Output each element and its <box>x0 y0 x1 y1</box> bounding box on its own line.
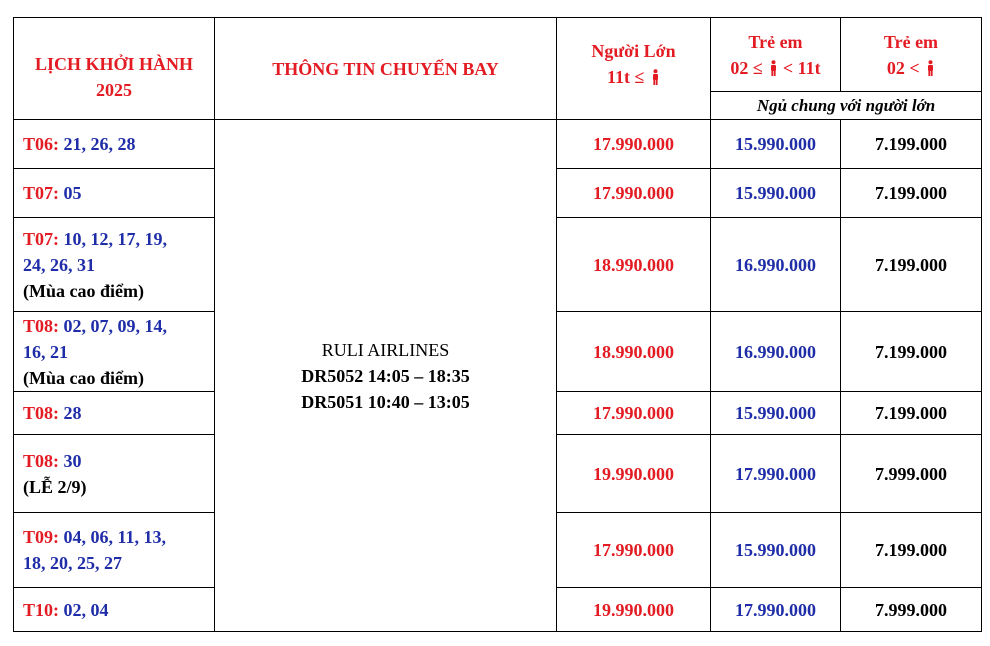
month-label: T09: <box>23 527 59 547</box>
header-year: 2025 <box>96 79 132 100</box>
adult-price: 17.990.000 <box>557 169 711 218</box>
header-flight-info <box>215 18 557 120</box>
day-list: 28 <box>63 403 82 423</box>
infant-price: 7.199.000 <box>841 392 982 435</box>
departure-date <box>14 392 215 435</box>
header-infant <box>841 18 982 92</box>
adult-price: 17.990.000 <box>557 392 711 435</box>
infant-price: 7.199.000 <box>841 513 982 588</box>
header-infant-line1: Trẻ em <box>883 31 939 52</box>
month-label: T08: <box>23 403 59 423</box>
day-list: 02, 07, 09, 14, <box>63 315 167 336</box>
day-list: 04, 06, 11, 13, <box>63 527 167 547</box>
departure-date <box>14 120 215 169</box>
child-price: 15.990.000 <box>711 120 841 169</box>
departure-date <box>14 312 215 392</box>
header-adult-line2: 11t ≤ <box>607 67 645 87</box>
header-schedule-label: LỊCH KHỞI HÀNH <box>34 53 194 74</box>
infant-price: 7.999.000 <box>841 588 982 632</box>
person-icon <box>651 69 660 85</box>
day-list-continued: 16, 21 <box>23 341 68 362</box>
month-label: T06: <box>23 134 59 154</box>
child-price: 15.990.000 <box>711 513 841 588</box>
departure-date <box>14 435 215 513</box>
adult-price: 19.990.000 <box>557 435 711 513</box>
header-infant-pre: 02 < <box>886 57 920 78</box>
child-price: 16.990.000 <box>711 312 841 392</box>
month-label: T10: <box>23 599 59 620</box>
inbound-flight: DR5051 10:40 – 13:05 <box>301 391 470 412</box>
header-share-bed: Ngủ chung với người lớn <box>711 92 982 120</box>
header-adult-line1: Người Lớn <box>591 41 676 61</box>
day-list: 30 <box>63 450 82 471</box>
departure-date <box>14 588 215 632</box>
header-flight-info-label: THÔNG TIN CHUYẾN BAY <box>272 59 499 79</box>
person-icon <box>926 60 935 76</box>
day-list-continued: 24, 26, 31 <box>23 254 95 275</box>
adult-price: 17.990.000 <box>557 513 711 588</box>
child-price: 15.990.000 <box>711 392 841 435</box>
infant-price: 7.199.000 <box>841 218 982 312</box>
month-label: T08: <box>23 315 59 336</box>
table-row <box>14 120 982 169</box>
outbound-flight: DR5052 14:05 – 18:35 <box>301 365 470 386</box>
header-child-pre: 02 ≤ <box>730 57 763 78</box>
header-adult <box>557 18 711 120</box>
child-price: 17.990.000 <box>711 435 841 513</box>
month-label: T08: <box>23 450 59 471</box>
header-child-post: < 11t <box>782 57 821 78</box>
infant-price: 7.199.000 <box>841 120 982 169</box>
day-list: 02, 04 <box>63 599 109 620</box>
departure-date <box>14 169 215 218</box>
header-child-line1: Trẻ em <box>748 31 803 52</box>
adult-price: 18.990.000 <box>557 218 711 312</box>
child-price: 16.990.000 <box>711 218 841 312</box>
day-list-continued: 18, 20, 25, 27 <box>23 553 122 573</box>
airline-name: RULI AIRLINES <box>321 339 450 360</box>
month-label: T07: <box>23 183 59 203</box>
season-note: (Mùa cao điểm) <box>23 367 144 388</box>
flight-info <box>215 120 557 632</box>
infant-price: 7.199.000 <box>841 312 982 392</box>
adult-price: 19.990.000 <box>557 588 711 632</box>
adult-price: 17.990.000 <box>557 120 711 169</box>
price-table <box>13 17 982 632</box>
infant-price: 7.199.000 <box>841 169 982 218</box>
day-list: 10, 12, 17, 19, <box>63 228 167 249</box>
month-label: T07: <box>23 228 59 249</box>
season-note: (Mùa cao điểm) <box>23 280 144 301</box>
adult-price: 18.990.000 <box>557 312 711 392</box>
child-price: 15.990.000 <box>711 169 841 218</box>
person-icon <box>769 60 778 76</box>
child-price: 17.990.000 <box>711 588 841 632</box>
infant-price: 7.999.000 <box>841 435 982 513</box>
day-list: 05 <box>63 183 82 203</box>
header-child <box>711 18 841 92</box>
departure-date <box>14 513 215 588</box>
departure-date <box>14 218 215 312</box>
holiday-note: (LỄ 2/9) <box>23 476 87 497</box>
header-schedule <box>14 18 215 120</box>
day-list: 21, 26, 28 <box>63 134 136 154</box>
